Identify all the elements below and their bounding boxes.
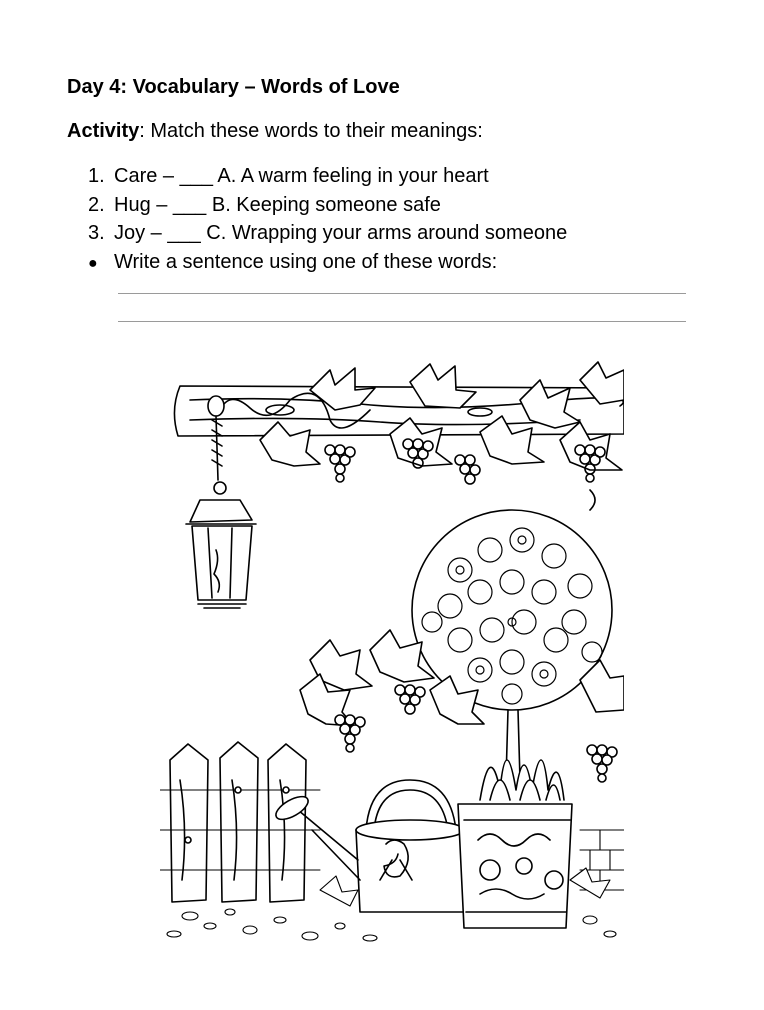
item-text: Care – ___ A. A warm feeling in your heart [114,165,489,187]
activity-instructions [67,120,483,143]
writing-line-2 [118,321,686,322]
item-number: 2. [88,193,105,216]
match-item [88,162,567,191]
item-text: Hug – ___ B. Keeping someone safe [114,193,441,216]
wooden-fence [160,742,320,902]
match-item [88,191,567,220]
item-text: Joy – ___ C. Wrapping your arms around someone [114,222,568,244]
topiary-tree [412,510,612,780]
match-item [88,219,567,248]
bullet-item [88,248,567,279]
bullet-icon: ● [88,254,98,272]
page-title: Day 4: Vocabulary – Words of Love [67,76,400,98]
garden-coloring-illustration [160,360,624,948]
activity-label: Activity [67,120,140,142]
activity-text: : Match these words to their meanings: [139,120,483,142]
match-list [88,162,567,278]
grape-clusters [325,439,605,510]
writing-line-1 [118,293,686,294]
bullet-text: Write a sentence using one of these words: [114,250,498,273]
item-number: 1. [88,165,105,187]
item-number: 3. [88,222,105,244]
decorative-pot-icon [458,760,572,928]
